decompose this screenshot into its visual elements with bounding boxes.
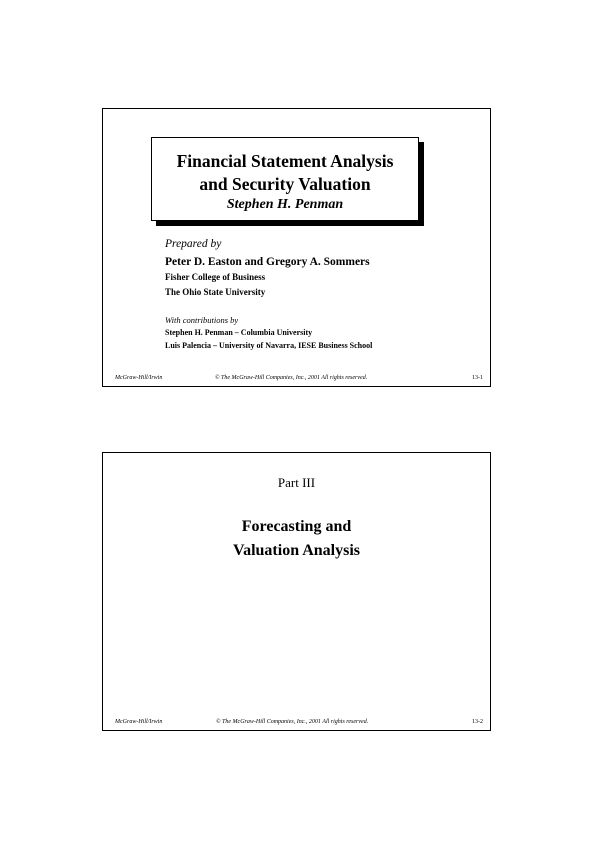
institution-name: Fisher College of Business bbox=[165, 272, 266, 282]
slide-footer bbox=[115, 717, 483, 727]
prepared-by-label: Prepared by bbox=[165, 238, 222, 250]
title-line-1: Financial Statement Analysis bbox=[176, 151, 394, 171]
university-name: The Ohio State University bbox=[165, 287, 266, 297]
contributions-section bbox=[165, 314, 485, 352]
slide-2 bbox=[102, 452, 491, 731]
footer-copyright: © The McGraw-Hill Companies, Inc., 2001 All rights reserved. bbox=[216, 719, 369, 725]
footer-page-number: 13-1 bbox=[472, 375, 483, 381]
part-title bbox=[103, 515, 490, 563]
part-label: Part III bbox=[277, 475, 316, 490]
part-title-line-2: Valuation Analysis bbox=[232, 542, 360, 559]
title-box bbox=[151, 137, 419, 221]
contributions-label: With contributions by bbox=[165, 315, 239, 325]
preparer-names: Peter D. Easton and Gregory A. Sommers bbox=[165, 256, 370, 268]
contributor-2: Luis Palencia – University of Navarra, IESE Business School bbox=[165, 341, 373, 350]
footer-page-number: 13-2 bbox=[472, 719, 483, 725]
slide-footer bbox=[115, 373, 483, 383]
footer-copyright: © The McGraw-Hill Companies, Inc., 2001 All rights reserved. bbox=[215, 375, 368, 381]
title-line-2: and Security Valuation bbox=[199, 174, 371, 194]
prepared-by-section bbox=[165, 237, 485, 300]
footer-publisher: McGraw-Hill/Irwin bbox=[115, 375, 163, 381]
contributor-1: Stephen H. Penman – Columbia University bbox=[165, 328, 313, 337]
book-author: Stephen H. Penman bbox=[226, 197, 344, 212]
footer-publisher: McGraw-Hill/Irwin bbox=[115, 719, 163, 725]
slide-1 bbox=[102, 108, 491, 387]
part-title-line-1: Forecasting and bbox=[241, 518, 352, 535]
